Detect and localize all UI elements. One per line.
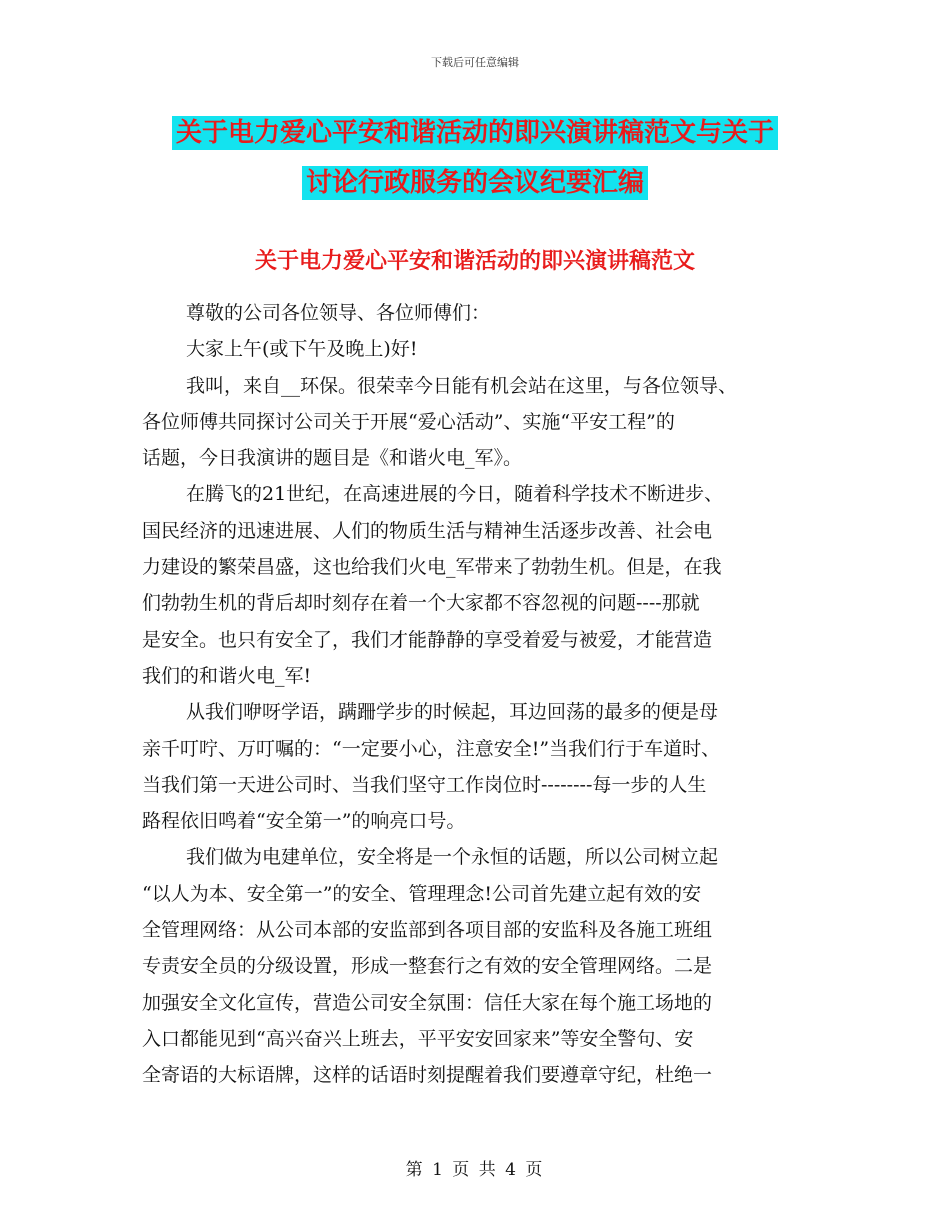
body-line: 入口都能见到“高兴奋兴上班去，平平安安回家来”等安全警句、安 [142, 1027, 694, 1050]
page-number: 第 1 页 共 4 页 [405, 1160, 545, 1180]
body-line: 全管理网络：从公司本部的安监部到各项目部的安监科及各施工班组 [142, 919, 713, 942]
body-line: 从我们咿呀学语，蹒跚学步的时候起，耳边回荡的最多的便是母 [186, 701, 719, 724]
body-line: 尊敬的公司各位领导、各位师傅们： [186, 302, 491, 324]
body-line: 路程依旧鸣着“安全第一”的响亮口号。 [142, 810, 466, 833]
body-line: 各位师傅共同探讨公司关于开展“爱心活动”、实施“平安工程”的 [142, 410, 675, 433]
body-line: 当我们第一天进公司时、当我们坚守工作岗位时--------每一步的人生 [142, 773, 707, 796]
body-line: 专责安全员的分级设置，形成一整套行之有效的安全管理网络。二是 [142, 955, 713, 978]
body-line: 加强安全文化宣传，营造公司安全氛围：信任大家在每个施工场地的 [142, 991, 713, 1014]
body-line: 大家上午(或下午及晚上)好! [186, 338, 418, 361]
document-title-line-2: 讨论行政服务的会议纪要汇编 [302, 166, 648, 200]
document-title-line-1: 关于电力爱心平安和谐活动的即兴演讲稿范文与关于 [172, 116, 778, 150]
body-line: 亲千叮咛、万叮嘱的：“一定要小心，注意安全!”当我们行于车道时、 [142, 737, 721, 760]
body-text [142, 295, 812, 1094]
document-title [0, 108, 950, 208]
body-line: 我们的和谐火电_军! [142, 664, 312, 687]
body-line: 我们做为电建单位，安全将是一个永恒的话题，所以公司树立起 [186, 846, 719, 869]
page-header-note: 下载后可任意编辑 [431, 56, 519, 69]
body-line: 话题，今日我演讲的题目是《和谐火电_军》。 [142, 447, 523, 470]
body-line: 国民经济的迅速进展、人们的物质生活与精神生活逐步改善、社会电 [142, 519, 713, 542]
section-title: 关于电力爱心平安和谐活动的即兴演讲稿范文 [254, 249, 695, 274]
body-line: 是安全。也只有安全了，我们才能静静的享受着爱与被爱，才能营造 [142, 628, 713, 651]
body-line: 在腾飞的21世纪，在高速进展的今日，随着科学技术不断进步、 [186, 483, 724, 506]
body-line: “以人为本、安全第一”的安全、管理理念!公司首先建立起有效的安 [142, 882, 702, 905]
body-line: 力建设的繁荣昌盛，这也给我们火电_军带来了勃勃生机。但是，在我 [142, 556, 722, 579]
body-line: 我叫，来自__环保。很荣幸今日能有机会站在这里，与各位领导、 [186, 374, 738, 397]
body-line: 全寄语的大标语牌，这样的话语时刻提醒着我们要遵章守纪，杜绝一 [142, 1064, 713, 1087]
body-line: 们勃勃生机的背后却时刻存在着一个大家都不容忽视的问题----那就 [142, 592, 700, 615]
